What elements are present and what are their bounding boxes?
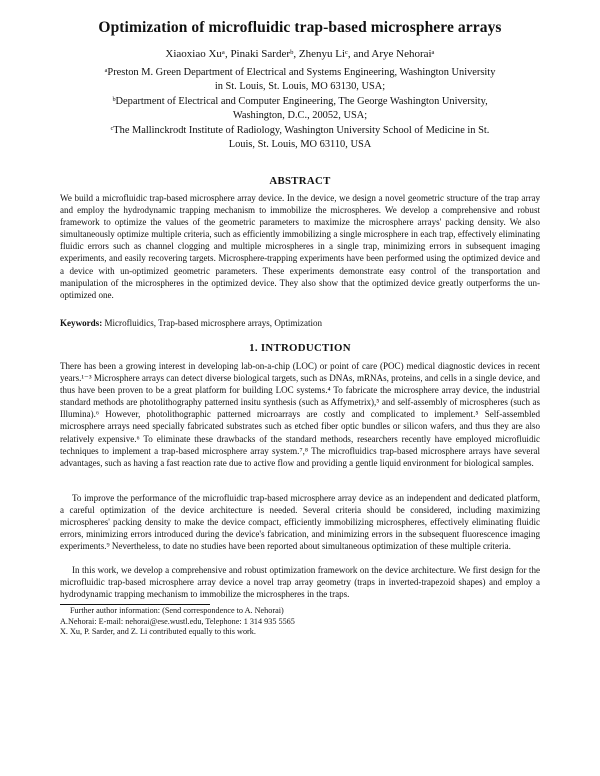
footnote-line-1 — [60, 606, 540, 617]
intro-paragraph-3-text: In this work, we develop a comprehensive and robust optimization framework on the device architecture. We first design for the microfluidic trap-based microsphere array device a novel trap array geometry (traps in inverted-trapezoid shapes) and employ a hydrodynamic trapping mechanism to immobilize the microspheres in the traps. — [60, 565, 540, 600]
footnote-line-2: A.Nehorai: E-mail: nehorai@ese.wustl.edu, Telephone: 1 314 935 5565 — [60, 616, 295, 626]
intro-paragraph-1: There has been a growing interest in developing lab-on-a-chip (LOC) or point of care (POC) medical diagnostic devices in recent years.¹⁻³ Microsphere arrays can detect diverse biological targets, such as DNAs, mRNAs, proteins, and cells in a single device, and thus have been proven to be a great platform for building LOC systems.⁴ To fabricate the microsphere array device, the industrial standard methods are photolithography patterned insitu synthesis (such as Affymetrix),⁵ and self-assembly of microspheres (such as Illumina).⁶ However, photolithographic patterned microarrays are costly and complicated to implement.⁵ Self-assembled microsphere arrays need specially fabricated substrates such as etched fiber optic bundles or silicon wafers, and thus they are also relatively expensive.⁶ To eliminate these drawbacks of the standard methods, researchers recently have employed microfluidic techniques to implement a trap-based microsphere array system.⁷,⁸ The microfluidics trap-based microsphere arrays have several advantages, such as having a fast reaction rate due to active flow and providing a gentle liquid environment for biological samples. — [60, 361, 540, 468]
author-list: Xiaoxiao Xuᵃ, Pinaki Sarderᵇ, Zhenyu Liᶜ, and Arye Nehoraiᵃ — [165, 48, 435, 60]
keywords-label: Keywords: — [60, 318, 103, 328]
affiliation-c-line1: ᶜThe Mallinckrodt Institute of Radiology, Washington University School of Medicine in St. — [110, 125, 490, 136]
affiliation-c-line2: Louis, St. Louis, MO 63110, USA — [228, 139, 372, 151]
affiliation-b — [58, 95, 542, 123]
affiliation-a-line1: ᵃPreston M. Green Department of Electrical and Systems Engineering, Washington University — [104, 67, 496, 78]
paper-title: Optimization of microfluidic trap-based microsphere arrays — [98, 19, 502, 36]
affiliation-c — [58, 124, 542, 152]
footnotes — [60, 606, 540, 638]
intro-paragraph-2 — [60, 492, 540, 552]
footnote-line-1-text: Further author information: (Send correspondence to A. Nehorai) — [70, 606, 284, 615]
affiliation-b-line2: Washington, D.C., 20052, USA; — [232, 110, 368, 122]
intro-paragraph-2-text: To improve the performance of the microfluidic trap-based microsphere array device as an independent and dedicated platform, a careful optimization of the device architecture is needed. Several criteria should be considered, including maximizing microspheres' packing density to make the device compact, efficiently immobilizing microspheres, effectively eliminating fluidic errors, minimizing errors introduced during the device's fabrication, and minimizing errors in the subsequent fluorescence imaging experiments.⁹ Nevertheless, to date no studies have been reported about simultaneous optimization of these multiple criteria. — [60, 493, 540, 552]
abstract-heading: ABSTRACT — [269, 175, 331, 187]
keywords — [60, 318, 540, 328]
footnote-rule — [60, 604, 210, 605]
footnote-line-3: X. Xu, P. Sarder, and Z. Li contributed equally to this work. — [60, 627, 256, 637]
keywords-text: Microfluidics, Trap-based microsphere arrays, Optimization — [104, 318, 323, 328]
affiliation-a-line2: in St. Louis, St. Louis, MO 63130, USA; — [214, 81, 386, 93]
affiliation-a — [58, 66, 542, 94]
abstract-text: We build a microfluidic trap-based microsphere array device. In the device, we design a novel geometric structure of the trap array and employ the hydrodynamic trapping mechanism to immobilize the microspheres. We develop a comprehensive and robust framework to optimize the values of the geometric parameters to maximize the microsphere arrays' packing density. We also simultaneously optimize multiple criteria, such as efficiently immobilizing a single microsphere in each trap, effectively eliminating fluidic errors such as channel clogging and multiple microspheres in a single trap, minimizing errors in subsequent imaging experiments, and easily recovering targets. Microsphere-trapping experiments have been performed using the optimized device and a device with un-optimized geometric parameters. These experiments demonstrate easy control of the transportation and manipulation of the microspheres in the optimized device. They also show that the optimized device greatly outperforms the un-optimized one. — [60, 193, 540, 300]
affiliation-b-line1: ᵇDepartment of Electrical and Computer Engineering, The George Washington University, — [112, 96, 488, 107]
introduction-heading: 1. INTRODUCTION — [249, 342, 351, 354]
intro-paragraph-3 — [60, 564, 540, 600]
